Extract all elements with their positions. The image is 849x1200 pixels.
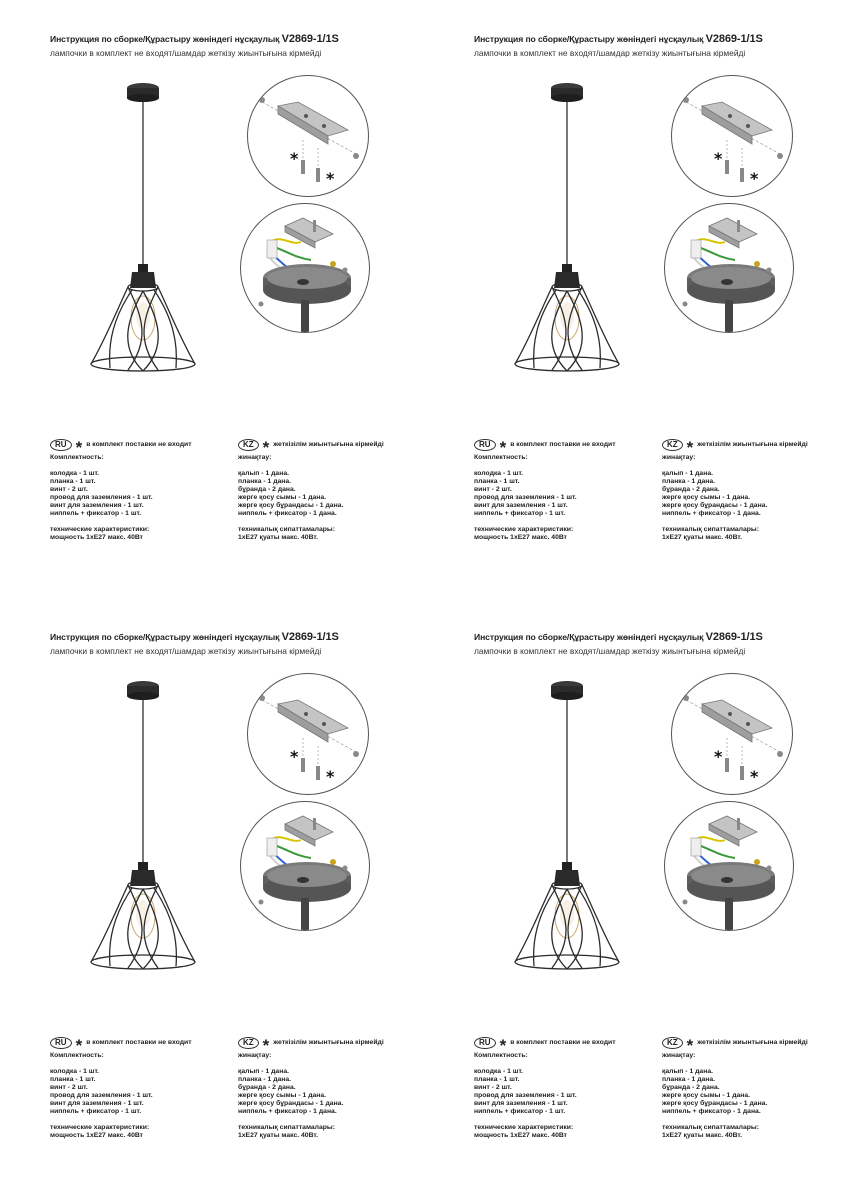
pendant-lamp-illustration — [512, 78, 622, 373]
kit-list — [662, 1068, 849, 1116]
russian-note-header — [474, 1036, 654, 1055]
kit-item: винт для заземления - 1 шт. — [474, 1100, 568, 1107]
spec-value: мощность 1хЕ27 макс. 40Вт — [474, 1132, 568, 1139]
card-title — [50, 33, 339, 45]
spec-title: технические характеристики: — [474, 526, 574, 533]
kit-item: қалып - 1 дана. — [662, 470, 713, 477]
kit-item: провод для заземления - 1 шт. — [474, 1092, 577, 1099]
svg-text:*: * — [326, 767, 335, 786]
kit-item: қалып - 1 дана. — [238, 470, 289, 477]
svg-text:*: * — [750, 767, 759, 786]
instruction-card-4 — [474, 631, 849, 1191]
kazakh-note-header — [238, 438, 438, 457]
kit-title: Комплектность: — [474, 1052, 528, 1059]
kit-item: планка - 1 шт. — [50, 1076, 96, 1083]
canopy-wiring-detail — [664, 203, 794, 333]
language-badge-ru: RU — [50, 1037, 72, 1049]
kit-list — [474, 470, 654, 518]
language-badge-ru: RU — [474, 1037, 496, 1049]
card-subtitle: лампочки в комплект не входят/шамдар жеткізу жиынтығына кірмейді — [474, 48, 746, 58]
kit-item: ниппель + фиксатор - 1 дана. — [238, 510, 337, 517]
pendant-lamp-illustration — [512, 676, 622, 971]
kit-item: бұранда - 2 дана. — [662, 1084, 720, 1091]
spec-value: мощность 1хЕ27 макс. 40Вт — [474, 534, 568, 541]
kit-item: колодка - 1 шт. — [474, 470, 524, 477]
kit-item: жерге қосу сымы - 1 дана. — [662, 494, 751, 501]
kit-item: жерге қосу бұрандасы - 1 дана. — [662, 1100, 768, 1107]
model-number: V2869-1/1S — [281, 33, 339, 45]
kit-item: ниппель + фиксатор - 1 дана. — [662, 510, 761, 517]
asterisk-icon: * — [499, 1036, 507, 1055]
kit-item: колодка - 1 шт. — [50, 470, 100, 477]
language-badge-ru: RU — [50, 439, 72, 451]
kit-item: ниппель + фиксатор - 1 дана. — [662, 1108, 761, 1115]
kit-item: колодка - 1 шт. — [50, 1068, 100, 1075]
language-badge-kz: KZ — [662, 1037, 683, 1049]
not-included-note: в комплект поставки не входит — [86, 441, 192, 448]
asterisk-icon: * — [262, 438, 270, 457]
kit-item: жерге қосу сымы - 1 дана. — [662, 1092, 751, 1099]
kit-item: планка - 1 дана. — [662, 478, 716, 485]
kit-item: винт - 2 шт. — [474, 486, 512, 493]
svg-text:*: * — [714, 747, 723, 766]
kit-item: ниппель + фиксатор - 1 дана. — [238, 1108, 337, 1115]
card-subtitle: лампочки в комплект не входят/шамдар жеткізу жиынтығына кірмейді — [474, 646, 746, 656]
spec-title: техникалық сипаттамалары: — [238, 526, 335, 533]
russian-spec-column — [50, 438, 230, 542]
kit-title: жинақтау: — [238, 1052, 272, 1059]
kit-item: ниппель + фиксатор - 1 шт. — [50, 1108, 142, 1115]
kit-item: бұранда - 2 дана. — [662, 486, 720, 493]
not-included-note: жеткізілім жиынтығына кірмейді — [697, 1039, 808, 1046]
kit-item: жерге қосу сымы - 1 дана. — [238, 1092, 327, 1099]
kit-list — [238, 1068, 438, 1116]
model-number: V2869-1/1S — [705, 33, 763, 45]
title-prefix: Инструкция по сборке/Құрастыру жөніндегі нұсқаулық — [50, 632, 280, 642]
asterisk-icon: * — [262, 1036, 270, 1055]
kit-item: планка - 1 дана. — [662, 1076, 716, 1083]
kit-item: планка - 1 шт. — [474, 478, 520, 485]
pendant-lamp-illustration — [88, 78, 198, 373]
russian-note-header — [474, 438, 654, 457]
bracket-mounting-detail — [247, 75, 369, 197]
spec-title: техникалық сипаттамалары: — [238, 1124, 335, 1131]
title-prefix: Инструкция по сборке/Құрастыру жөніндегі нұсқаулық — [50, 34, 280, 44]
instruction-card-3 — [50, 631, 450, 1191]
spec-value: мощность 1хЕ27 макс. 40Вт — [50, 1132, 144, 1139]
kit-item: планка - 1 шт. — [474, 1076, 520, 1083]
russian-note-header — [50, 438, 230, 457]
russian-spec-column — [474, 1036, 654, 1140]
spec-title: технические характеристики: — [50, 526, 150, 533]
kit-item: бұранда - 2 дана. — [238, 486, 296, 493]
kit-item: жерге қосу бұрандасы - 1 дана. — [238, 502, 344, 509]
card-title — [474, 631, 763, 643]
kit-item: жерге қосу бұрандасы - 1 дана. — [238, 1100, 344, 1107]
kazakh-spec-column — [662, 1036, 849, 1140]
asterisk-icon: * — [686, 1036, 694, 1055]
kit-item: планка - 1 шт. — [50, 478, 96, 485]
canopy-wiring-detail — [240, 203, 370, 333]
language-badge-kz: KZ — [662, 439, 683, 451]
kazakh-note-header — [662, 1036, 849, 1055]
kit-item: винт для заземления - 1 шт. — [474, 502, 568, 509]
kit-item: қалып - 1 дана. — [662, 1068, 713, 1075]
kit-title: жинақтау: — [662, 1052, 696, 1059]
kit-item: винт - 2 шт. — [50, 1084, 88, 1091]
kit-item: қалып - 1 дана. — [238, 1068, 289, 1075]
svg-text:*: * — [714, 149, 723, 168]
kit-title: жинақтау: — [662, 454, 696, 461]
canopy-wiring-detail — [664, 801, 794, 931]
russian-spec-column — [50, 1036, 230, 1140]
spec-value: 1хЕ27 қуаты макс. 40Вт. — [662, 534, 743, 541]
not-included-note: в комплект поставки не входит — [86, 1039, 192, 1046]
kit-item: винт - 2 шт. — [474, 1084, 512, 1091]
kit-item: винт для заземления - 1 шт. — [50, 1100, 144, 1107]
not-included-note: жеткізілім жиынтығына кірмейді — [273, 441, 384, 448]
not-included-note: в комплект поставки не входит — [510, 1039, 616, 1046]
kit-title: Комплектность: — [50, 454, 104, 461]
not-included-note: жеткізілім жиынтығына кірмейді — [697, 441, 808, 448]
card-title — [50, 631, 339, 643]
kit-title: жинақтау: — [238, 454, 272, 461]
kit-item: провод для заземления - 1 шт. — [50, 1092, 153, 1099]
spec-value: 1хЕ27 қуаты макс. 40Вт. — [662, 1132, 743, 1139]
kit-item: провод для заземления - 1 шт. — [474, 494, 577, 501]
kazakh-spec-column — [662, 438, 849, 542]
kit-title: Комплектность: — [474, 454, 528, 461]
kit-item: винт - 2 шт. — [50, 486, 88, 493]
svg-text:*: * — [326, 169, 335, 188]
language-badge-kz: KZ — [238, 1037, 259, 1049]
kit-list — [50, 1068, 230, 1116]
kit-list — [238, 470, 438, 518]
model-number: V2869-1/1S — [705, 631, 763, 643]
card-subtitle: лампочки в комплект не входят/шамдар жеткізу жиынтығына кірмейді — [50, 48, 322, 58]
kazakh-note-header — [238, 1036, 438, 1055]
svg-text:*: * — [750, 169, 759, 188]
title-prefix: Инструкция по сборке/Құрастыру жөніндегі нұсқаулық — [474, 632, 704, 642]
bracket-mounting-detail — [247, 673, 369, 795]
asterisk-icon: * — [686, 438, 694, 457]
model-number: V2869-1/1S — [281, 631, 339, 643]
instruction-card-1 — [50, 33, 450, 593]
language-badge-kz: KZ — [238, 439, 259, 451]
spec-title: техникалық сипаттамалары: — [662, 526, 759, 533]
russian-note-header — [50, 1036, 230, 1055]
asterisk-icon: * — [75, 438, 83, 457]
spec-title: технические характеристики: — [474, 1124, 574, 1131]
kit-title: Комплектность: — [50, 1052, 104, 1059]
kazakh-spec-column — [238, 438, 438, 542]
kit-item: провод для заземления - 1 шт. — [50, 494, 153, 501]
kit-item: бұранда - 2 дана. — [238, 1084, 296, 1091]
kit-item: жерге қосу бұрандасы - 1 дана. — [662, 502, 768, 509]
kit-item: ниппель + фиксатор - 1 шт. — [50, 510, 142, 517]
canopy-wiring-detail — [240, 801, 370, 931]
not-included-note: жеткізілім жиынтығына кірмейді — [273, 1039, 384, 1046]
russian-spec-column — [474, 438, 654, 542]
language-badge-ru: RU — [474, 439, 496, 451]
spec-title: техникалық сипаттамалары: — [662, 1124, 759, 1131]
svg-text:*: * — [290, 747, 299, 766]
spec-value: 1хЕ27 қуаты макс. 40Вт. — [238, 1132, 319, 1139]
spec-value: мощность 1хЕ27 макс. 40Вт — [50, 534, 144, 541]
spec-title: технические характеристики: — [50, 1124, 150, 1131]
asterisk-icon: * — [499, 438, 507, 457]
kit-item: жерге қосу сымы - 1 дана. — [238, 494, 327, 501]
kit-item: ниппель + фиксатор - 1 шт. — [474, 1108, 566, 1115]
svg-text:*: * — [290, 149, 299, 168]
spec-value: 1хЕ27 қуаты макс. 40Вт. — [238, 534, 319, 541]
kit-item: планка - 1 дана. — [238, 1076, 292, 1083]
pendant-lamp-illustration — [88, 676, 198, 971]
card-title — [474, 33, 763, 45]
not-included-note: в комплект поставки не входит — [510, 441, 616, 448]
instruction-card-2 — [474, 33, 849, 593]
kazakh-note-header — [662, 438, 849, 457]
card-subtitle: лампочки в комплект не входят/шамдар жеткізу жиынтығына кірмейді — [50, 646, 322, 656]
kit-item: колодка - 1 шт. — [474, 1068, 524, 1075]
kit-list — [662, 470, 849, 518]
kazakh-spec-column — [238, 1036, 438, 1140]
asterisk-icon: * — [75, 1036, 83, 1055]
title-prefix: Инструкция по сборке/Құрастыру жөніндегі нұсқаулық — [474, 34, 704, 44]
kit-item: ниппель + фиксатор - 1 шт. — [474, 510, 566, 517]
kit-list — [50, 470, 230, 518]
bracket-mounting-detail — [671, 673, 793, 795]
bracket-mounting-detail — [671, 75, 793, 197]
kit-item: планка - 1 дана. — [238, 478, 292, 485]
kit-item: винт для заземления - 1 шт. — [50, 502, 144, 509]
kit-list — [474, 1068, 654, 1116]
